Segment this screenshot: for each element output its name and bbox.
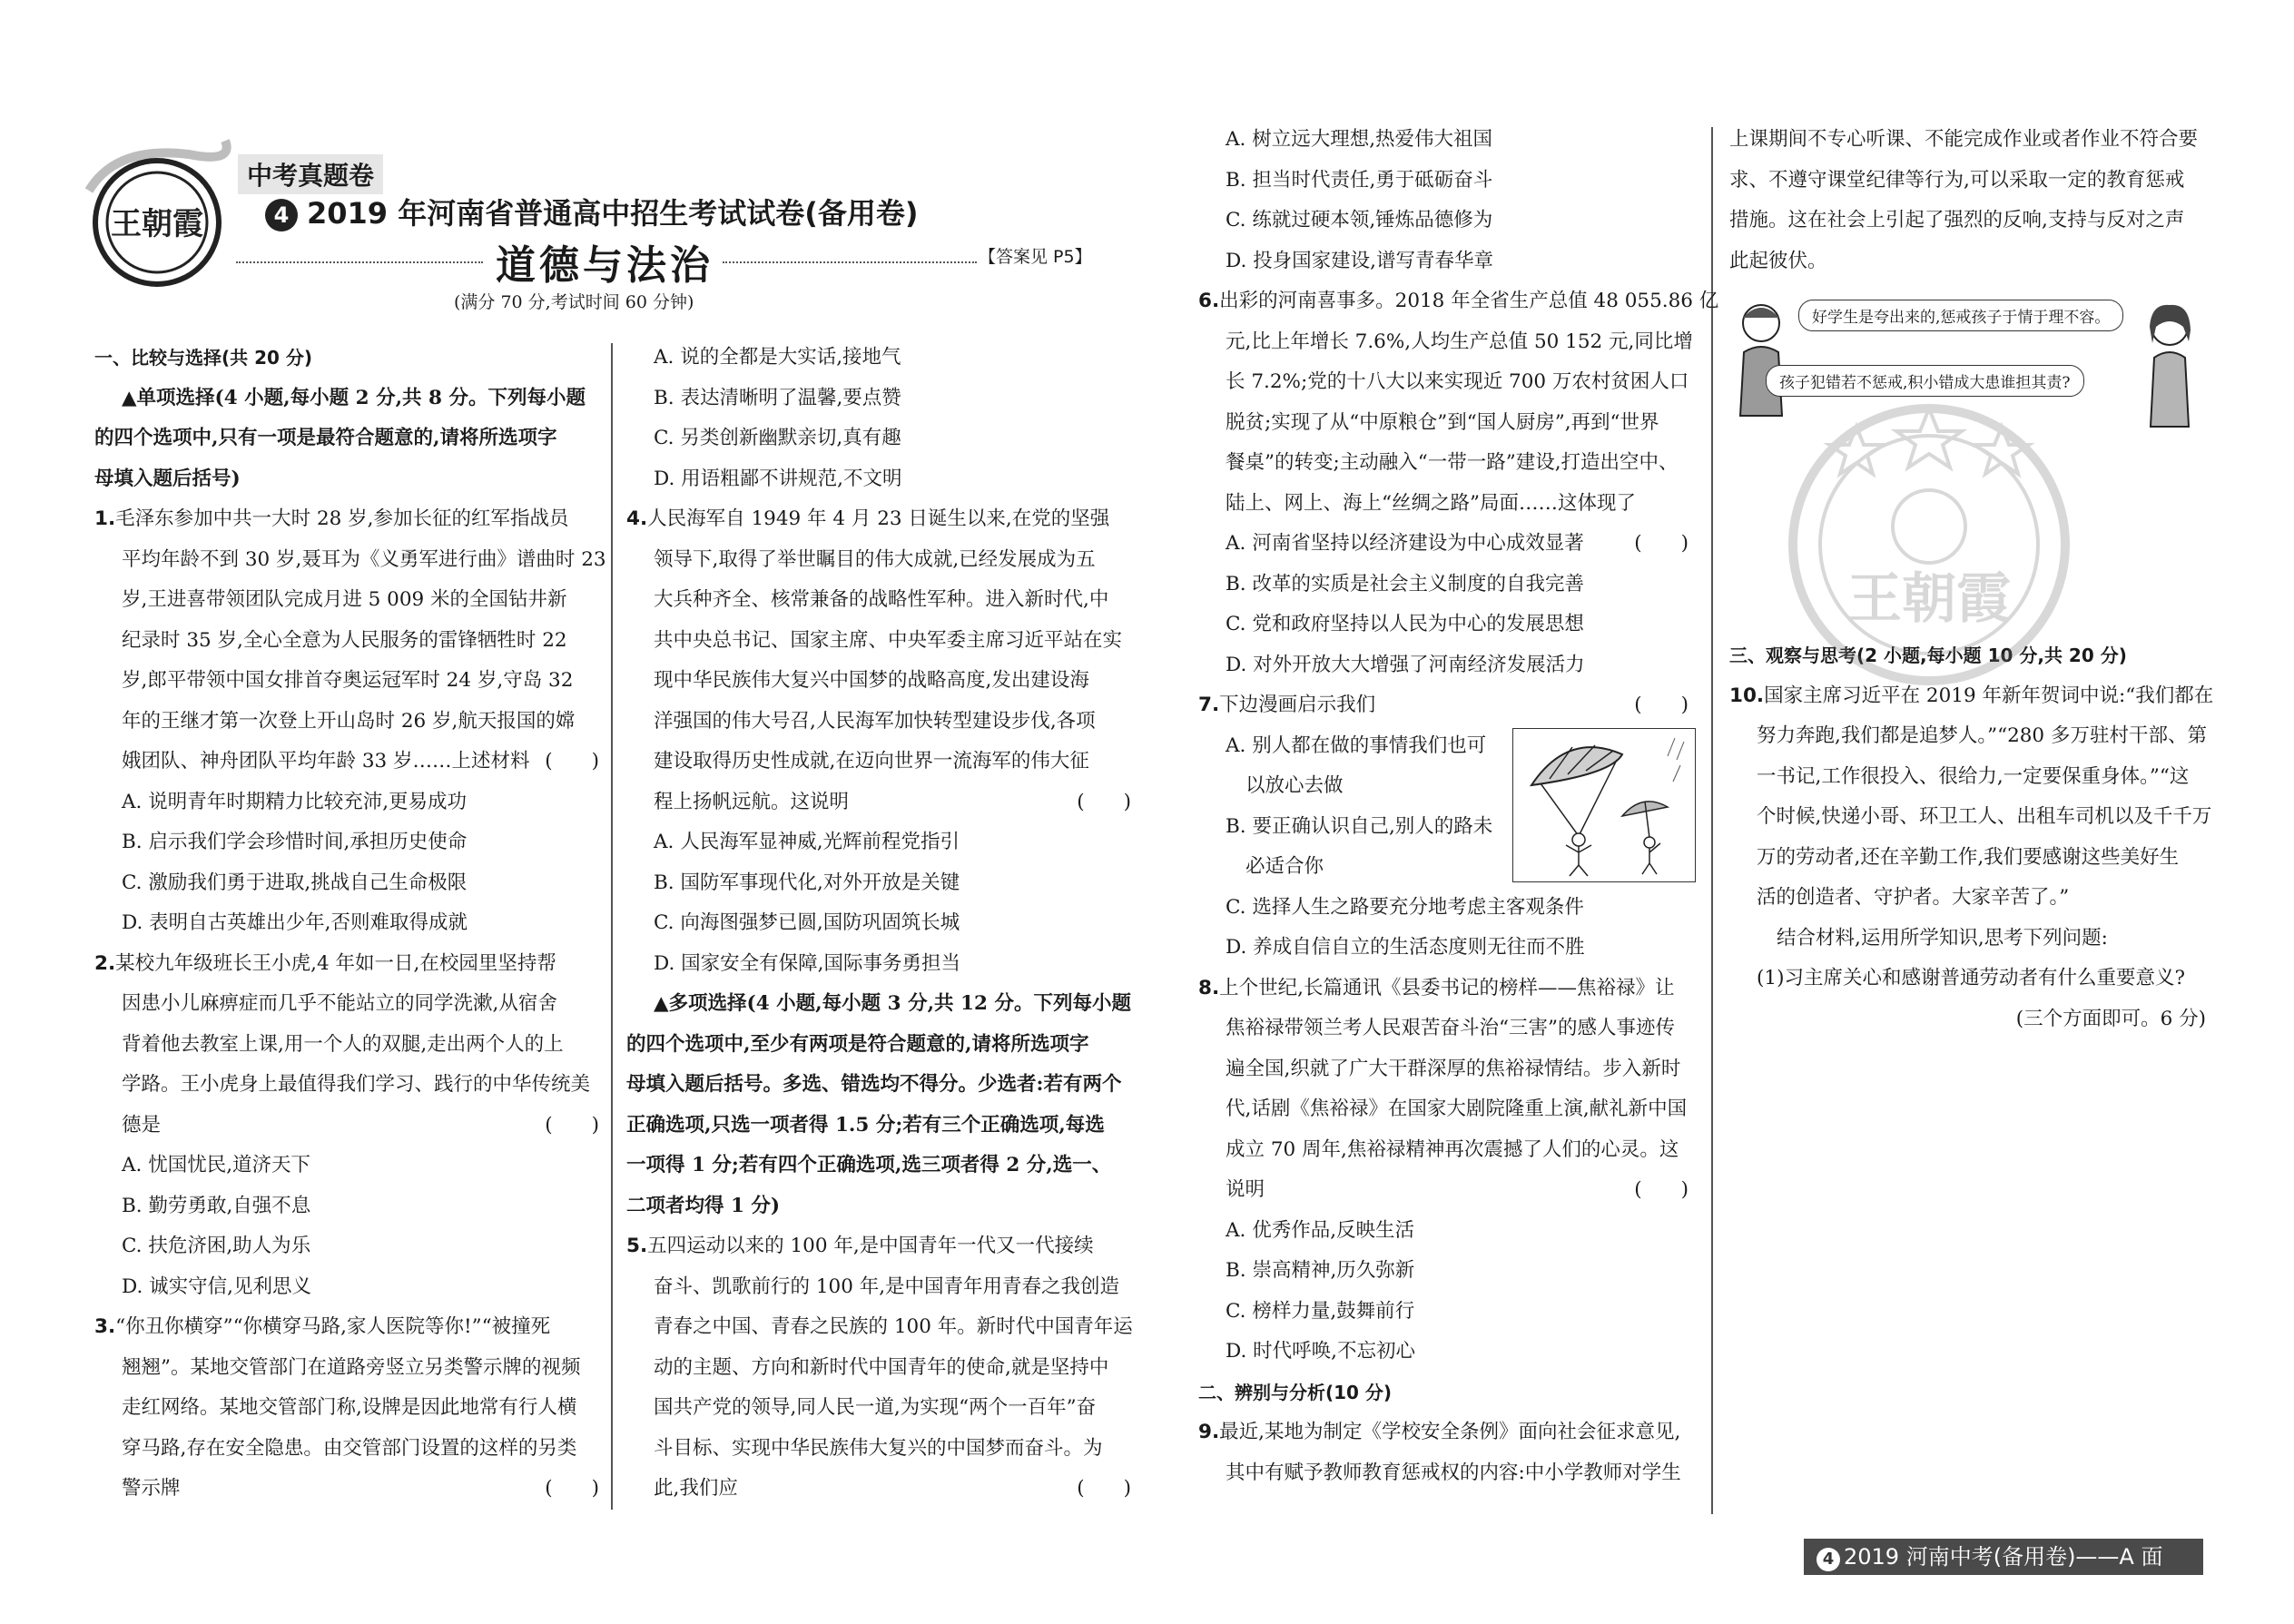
subject-title: 道德与法治: [496, 242, 714, 289]
text-content: 青春之中国、青春之民族的 100 年。新时代中国青年运: [654, 1315, 1133, 1338]
text-line: [94, 944, 599, 985]
text-content: D. 表明自古英雄出少年,否则难取得成就: [122, 911, 468, 934]
text-line: [1198, 281, 1719, 322]
text-content: 焦裕禄带领兰考人民艰苦奋斗治“三害”的感人事迹传: [1226, 1017, 1675, 1039]
text-content: 现中华民族伟大复兴中国梦的战略高度,发出建设海: [654, 669, 1089, 692]
text-line: [626, 1469, 1131, 1510]
text-line: [1198, 726, 1489, 767]
text-line: [94, 822, 599, 863]
text-content: A. 忧国忧民,道济天下: [122, 1154, 311, 1176]
text-content: ▲单项选择(4 小题,每小题 2 分,共 8 分。下列每小题: [122, 386, 586, 409]
column-1: [94, 338, 606, 1510]
text-content: (1)习主席关心和感谢普通劳动者有什么重要意义?: [1757, 967, 2185, 989]
text-content: 娥团队、神舟团队平均年龄 33 岁……上述材料: [122, 750, 530, 773]
text-line: [94, 580, 599, 621]
text-content: 平均年龄不到 30 岁,聂耳为《义勇军进行曲》谱曲时 23: [122, 547, 606, 571]
text-content: 二、辨别与分析(10 分): [1198, 1381, 1393, 1403]
text-content: C. 党和政府坚持以人民为中心的发展思想: [1226, 613, 1584, 635]
header-dotline-left: [236, 261, 483, 263]
text-content: 穿马路,存在安全隐患。由交管部门设置的这样的另类: [122, 1436, 577, 1460]
text-content: 代,话剧《焦裕禄》在国家大剧院隆重上演,献礼新中国: [1226, 1097, 1688, 1120]
text-content: 说明: [1226, 1178, 1265, 1201]
text-line: [94, 1186, 599, 1227]
text-content: 努力奔跑,我们都是追梦人。”“280 多万驻村干部、第: [1757, 724, 2207, 747]
text-content: 一项得 1 分;若有四个正确选项,选三项者得 2 分,选一、: [626, 1154, 1112, 1176]
text-line: [1198, 1170, 1689, 1211]
text-content: (三个方面即可。6 分): [2015, 1007, 2206, 1030]
text-content: A. 河南省坚持以经济建设为中心成效显著: [1226, 532, 1584, 555]
text-content: 某校九年级班长王小虎,4 年如一日,在校园里坚持帮: [115, 951, 556, 975]
text-line: [94, 499, 599, 540]
text-content: 动的主题、方向和新时代中国青年的使命,就是坚持中: [654, 1355, 1109, 1379]
question-number: 8.: [1198, 976, 1220, 999]
text-line: [94, 984, 599, 1025]
answer-bracket: ( ): [545, 1477, 599, 1500]
text-content: 毛泽东参加中共一大时 28 岁,参加长征的红军指战员: [115, 507, 569, 530]
text-line: [1198, 807, 1493, 848]
text-content: 出彩的河南喜事多。2018 年全省生产总值 48 055.86 亿: [1219, 290, 1719, 312]
text-content: C. 榜样力量,鼓舞前行: [1226, 1299, 1415, 1323]
text-line: [1198, 1009, 1689, 1049]
answer-bracket: ( ): [1634, 1178, 1689, 1201]
header-dotline-right: [723, 261, 977, 263]
text-line: [94, 1146, 599, 1186]
text-content: 措施。这在社会上引起了强烈的反响,支持与反对之声: [1729, 209, 2185, 231]
text-line: [626, 1226, 1131, 1267]
text-line: [94, 621, 599, 662]
text-content: 遍全国,织就了广大干群深厚的焦裕禄情结。步入新时: [1226, 1057, 1681, 1080]
text-line: [626, 984, 1131, 1025]
text-content: 一书记,工作很投入、很给力,一定要保重身体。”“这: [1757, 764, 2190, 788]
text-content: 下边漫画启示我们: [1219, 694, 1376, 716]
text-line: [94, 863, 599, 904]
text-line: [626, 338, 1131, 379]
text-content: 母填入题后括号): [94, 467, 241, 490]
text-content: 岁,王进喜带领团队完成月进 5 009 米的全国钻井新: [122, 588, 567, 611]
text-content: A. 说的全都是大实话,接地气: [654, 346, 901, 369]
text-line: [1198, 1453, 1689, 1494]
text-content: 警示牌: [122, 1477, 181, 1500]
question-number: 7.: [1198, 694, 1220, 716]
text-line: [1198, 766, 1489, 807]
text-line: [94, 379, 599, 419]
answer-bracket: ( ): [545, 1113, 599, 1137]
text-line: [1198, 443, 1689, 484]
text-content: C. 练就过硬本领,锤炼品德修为: [1226, 209, 1493, 231]
text-content: 的四个选项中,只有一项是最符合题意的,请将所选项字: [94, 427, 557, 449]
question-number: 3.: [94, 1315, 116, 1338]
text-line: [626, 1186, 1131, 1227]
text-content: 因患小儿麻痹症而几乎不能站立的同学洗漱,从宿舍: [122, 992, 557, 1015]
exam-type-tag: 中考真题卷: [238, 154, 383, 194]
text-line: [1198, 1251, 1689, 1292]
text-line: [1198, 1130, 1689, 1171]
text-line: [1198, 1332, 1689, 1373]
text-content: D. 养成自信自立的生活态度则无往而不胜: [1226, 936, 1585, 959]
text-content: B. 国防军事现代化,对外开放是关键: [654, 871, 960, 894]
text-line: [1198, 524, 1689, 565]
text-line: [94, 540, 606, 581]
text-content: 领导下,取得了举世瞩目的伟大成就,已经发展成为五: [654, 547, 1096, 571]
text-content: 个时候,快递小哥、环卫工人、出租车司机以及千千万: [1757, 805, 2212, 828]
text-line: [1198, 120, 1689, 161]
text-content: 国共产党的领导,同人民一道,为实现“两个一百年”奋: [654, 1396, 1097, 1419]
text-line: [626, 944, 1131, 985]
text-content: B. 启示我们学会珍惜时间,承担历史使命: [122, 831, 468, 853]
text-line: [1198, 1049, 1689, 1090]
text-line: [94, 903, 599, 944]
text-line: [626, 540, 1131, 581]
text-content: 脱贫;实现了从“中原粮仓”到“国人厨房”,再到“世界: [1226, 410, 1659, 434]
text-content: A. 人民海军显神威,光辉前程党指引: [654, 831, 960, 853]
text-line: [1198, 403, 1689, 444]
answer-bracket: ( ): [1077, 790, 1131, 813]
text-line: [626, 621, 1131, 662]
speech-bubble-1: 好学生是夸出来的,惩戒孩子于情于理不容。: [1798, 300, 2123, 331]
text-content: 程上扬帆远航。这说明: [654, 790, 850, 813]
text-content: D. 用语粗鄙不讲规范,不文明: [654, 467, 902, 490]
text-line: [1198, 201, 1689, 241]
answer-bracket: ( ): [1077, 1477, 1131, 1500]
text-content: A. 说明青年时期精力比较充沛,更易成功: [122, 790, 468, 813]
text-content: 成立 70 周年,焦裕禄精神再次震撼了人们的心灵。这: [1226, 1137, 1679, 1161]
text-content: B. 要正确认识自己,别人的路未: [1226, 814, 1493, 838]
text-line: [626, 1025, 1131, 1066]
answer-bracket: ( ): [1634, 694, 1689, 716]
parachute-cartoon: [1512, 728, 1696, 882]
text-line: [1729, 201, 2206, 241]
text-line: [1198, 1292, 1689, 1333]
text-line: [626, 661, 1131, 702]
text-content: 此,我们应: [654, 1477, 738, 1500]
text-content: 正确选项,只选一项者得 1.5 分;若有三个正确选项,每选: [626, 1113, 1105, 1137]
text-content: C. 选择人生之路要充分地考虑主客观条件: [1226, 895, 1584, 919]
text-line: [94, 1307, 599, 1348]
text-content: B. 担当时代责任,勇于砥砺奋斗: [1226, 168, 1493, 192]
text-line: [626, 418, 1131, 459]
speech-bubble-2: 孩子犯错若不惩戒,积小错成大患谁担其责?: [1766, 365, 2084, 397]
text-line: [626, 1146, 1131, 1186]
text-content: 上课期间不专心听课、不能完成作业或者作业不符合要: [1729, 128, 2199, 151]
text-content: “你丑你横穿”“你横穿马路,家人医院等你!”“被撞死: [115, 1315, 551, 1338]
text-line: [94, 742, 599, 782]
text-content: C. 扶危济困,助人为乐: [122, 1235, 311, 1257]
column-2: [626, 338, 1131, 1510]
text-content: 必适合你: [1245, 855, 1324, 878]
text-content: 其中有赋予教师教育惩戒权的内容:中小学教师对学生: [1226, 1461, 1681, 1484]
text-line: [1729, 161, 2206, 202]
text-content: 奋斗、凯歌前行的 100 年,是中国青年用青春之我创造: [654, 1275, 1120, 1298]
text-line: [1198, 1089, 1689, 1130]
text-line: [626, 580, 1131, 621]
text-content: 以放心去做: [1245, 774, 1344, 797]
text-line: [94, 1226, 599, 1267]
text-line: [94, 1348, 599, 1389]
text-content: A. 树立远大理想,热爱伟大祖国: [1226, 128, 1493, 151]
text-line: [1729, 716, 2206, 757]
text-line: [1198, 565, 1689, 605]
text-content: 活的创造者、守护者。大家辛苦了。”: [1757, 886, 2070, 909]
text-line: [1198, 362, 1689, 403]
text-line: [626, 1267, 1131, 1308]
text-line: [626, 379, 1131, 419]
footer-number: 4: [1816, 1548, 1840, 1571]
answer-reference: 【答案见 P5】: [979, 247, 1092, 267]
text-line: [626, 1065, 1131, 1106]
text-line: [94, 782, 599, 823]
score-time-info: (满分 70 分,考试时间 60 分钟): [454, 292, 694, 312]
text-content: 岁,郎平带领中国女排首夺奥运冠军时 24 岁,守岛 32: [122, 669, 574, 692]
text-line: [626, 742, 1131, 782]
text-content: D. 诚实守信,见利思义: [122, 1275, 311, 1298]
question-number: 6.: [1198, 290, 1220, 312]
text-content: 元,比上年增长 7.6%,人均生产总值 50 152 元,同比增: [1226, 330, 1693, 353]
text-line: [94, 338, 599, 379]
text-content: 三、观察与思考(2 小题,每小题 10 分,共 20 分): [1729, 645, 2127, 666]
text-line: [94, 418, 599, 459]
text-line: [1729, 120, 2206, 161]
text-content: B. 改革的实质是社会主义制度的自我完善: [1226, 572, 1584, 595]
text-line: [94, 1267, 599, 1308]
text-line: [626, 782, 1131, 823]
text-content: D. 国家安全有保障,国际事务勇担当: [654, 951, 960, 975]
text-line: [626, 499, 1131, 540]
text-line: [94, 1429, 599, 1470]
text-content: 共中央总书记、国家主席、中央军委主席习近平站在实: [654, 628, 1123, 652]
question-number: 2.: [94, 951, 116, 975]
text-line: [1729, 999, 2206, 1040]
text-content: D. 投身国家建设,谱写青春华章: [1226, 249, 1493, 272]
text-content: 背着他去教室上课,用一个人的双腿,走出两个人的上: [122, 1032, 564, 1056]
text-line: [1198, 605, 1689, 645]
question-number: 10.: [1729, 684, 1765, 707]
text-content: 国家主席习近平在 2019 年新年贺词中说:“我们都在: [1764, 684, 2214, 707]
text-line: [626, 1106, 1131, 1147]
text-content: ▲多项选择(4 小题,每小题 3 分,共 12 分。下列每小题: [654, 992, 1131, 1015]
text-content: B. 崇高精神,历久弥新: [1226, 1259, 1415, 1282]
logo-text: 王朝霞: [111, 206, 203, 242]
text-line: [626, 1307, 1131, 1348]
text-line: [1198, 888, 1689, 929]
text-content: 人民海军自 1949 年 4 月 23 日诞生以来,在党的坚强: [647, 507, 1110, 530]
text-line: [1198, 1211, 1689, 1252]
logo: [80, 136, 234, 290]
text-content: 建设取得历史性成就,在迈向世界一流海军的伟大征: [654, 750, 1089, 773]
text-line: [94, 1469, 599, 1510]
text-content: 五四运动以来的 100 年,是中国青年一代又一代接续: [647, 1235, 1094, 1257]
answer-bracket: ( ): [1634, 532, 1689, 555]
text-line: [626, 863, 1131, 904]
text-content: C. 另类创新幽默亲切,真有趣: [654, 427, 901, 449]
answer-bracket: ( ): [545, 750, 599, 773]
text-line: [94, 702, 599, 743]
text-line: [1198, 847, 1489, 888]
watermark-seal: [1729, 454, 2206, 635]
text-content: 长 7.2%;党的十八大以来实现近 700 万农村贫困人口: [1226, 370, 1689, 393]
text-line: [626, 1348, 1131, 1389]
text-line: [1729, 919, 2206, 960]
text-line: [94, 661, 599, 702]
text-content: 二项者均得 1 分): [626, 1194, 781, 1217]
text-content: 结合材料,运用所学知识,思考下列问题:: [1777, 926, 2108, 950]
text-line: [1198, 969, 1689, 1009]
text-content: 求、不遵守课堂纪律等行为,可以采取一定的教育惩戒: [1729, 168, 2185, 192]
question-number: 5.: [626, 1235, 648, 1257]
text-line: [626, 459, 1131, 500]
text-line: [626, 822, 1131, 863]
text-line: [1729, 878, 2206, 919]
exam-number: 4: [265, 199, 298, 231]
text-content: A. 优秀作品,反映生活: [1226, 1218, 1415, 1242]
text-content: A. 别人都在做的事情我们也可: [1226, 733, 1487, 757]
text-line: [626, 702, 1131, 743]
question-number: 4.: [626, 507, 648, 530]
column-divider-2: [1711, 127, 1713, 1514]
text-content: 斗目标、实现中华民族伟大复兴的中国梦而奋斗。为: [654, 1436, 1103, 1460]
text-content: 年的王继才第一次登上开山岛时 26 岁,航天报国的嫦: [122, 709, 576, 733]
text-line: [1729, 838, 2206, 879]
text-line: [1729, 757, 2206, 798]
text-content: 此起彼伏。: [1729, 249, 1827, 272]
text-content: 一、比较与选择(共 20 分): [94, 347, 313, 369]
text-line: [94, 1106, 599, 1147]
text-line: [1198, 685, 1689, 726]
text-line: [94, 1065, 599, 1106]
text-content: 纪录时 35 岁,全心全意为人民服务的雷锋牺牲时 22: [122, 628, 567, 652]
text-line: [1729, 797, 2212, 838]
text-line: [1729, 959, 2206, 999]
question-number: 1.: [94, 507, 116, 530]
text-content: C. 激励我们勇于进取,挑战自己生命极限: [122, 871, 468, 894]
text-content: 走红网络。某地交管部门称,设牌是因此地常有行人横: [122, 1396, 577, 1419]
text-content: B. 表达清晰明了温馨,要点赞: [654, 386, 901, 409]
text-content: 最近,某地为制定《学校安全条例》面向社会征求意见,: [1219, 1421, 1681, 1443]
text-line: [94, 459, 599, 500]
text-line: [94, 1025, 599, 1066]
text-line: [1198, 161, 1689, 202]
text-line: [1198, 928, 1689, 969]
text-content: D. 时代呼唤,不忘初心: [1226, 1340, 1415, 1363]
text-line: [1729, 241, 2206, 282]
text-line: [1198, 241, 1689, 282]
text-line: [1198, 1412, 1689, 1453]
text-content: 上个世纪,长篇通讯《县委书记的榜样——焦裕禄》让: [1219, 976, 1675, 999]
text-content: 母填入题后括号。多选、错选均不得分。少选者:若有两个: [626, 1073, 1122, 1096]
column-divider-1: [611, 343, 613, 1510]
column-3: [1198, 120, 1719, 1493]
column-4: [1729, 120, 2214, 1039]
text-content: 万的劳动者,还在辛勤工作,我们要感谢这些美好生: [1757, 845, 2180, 869]
text-content: 学路。王小虎身上最值得我们学习、践行的中华传统美: [122, 1073, 591, 1096]
text-content: 餐桌”的转变;主动融入“一带一路”建设,打造出空中、: [1226, 451, 1679, 474]
text-content: D. 对外开放大大增强了河南经济发展活力: [1226, 653, 1585, 676]
text-line: [1198, 1373, 1689, 1413]
text-content: 洋强国的伟大号召,人民海军加快转型建设步伐,各项: [654, 709, 1096, 733]
text-content: 陆上、网上、海上“丝绸之路”局面……这体现了: [1226, 491, 1636, 515]
text-content: 翘翘”。某地交管部门在道路旁竖立另类警示牌的视频: [122, 1355, 581, 1379]
text-content: 的四个选项中,至少有两项是符合题意的,请将所选项字: [626, 1032, 1089, 1056]
text-line: [1198, 645, 1689, 686]
exam-title: 4 2019 年河南省普通高中招生考试试卷(备用卷): [265, 191, 918, 232]
text-line: [626, 1429, 1131, 1470]
svg-text:王朝霞: 王朝霞: [1847, 567, 2011, 631]
text-line: [94, 1388, 599, 1429]
text-line: [626, 1388, 1131, 1429]
text-line: [1198, 322, 1693, 363]
text-content: 大兵种齐全、核常兼备的战略性军种。进入新时代,中: [654, 588, 1109, 611]
page-footer: 4 2019 河南中考(备用卷)——A 面: [1804, 1539, 2203, 1575]
text-content: C. 向海图强梦已圆,国防巩固筑长城: [654, 911, 960, 934]
question-number: 9.: [1198, 1421, 1220, 1443]
text-line: [626, 903, 1131, 944]
text-content: B. 勤劳勇敢,自强不息: [122, 1194, 311, 1217]
text-content: 德是: [122, 1113, 162, 1137]
